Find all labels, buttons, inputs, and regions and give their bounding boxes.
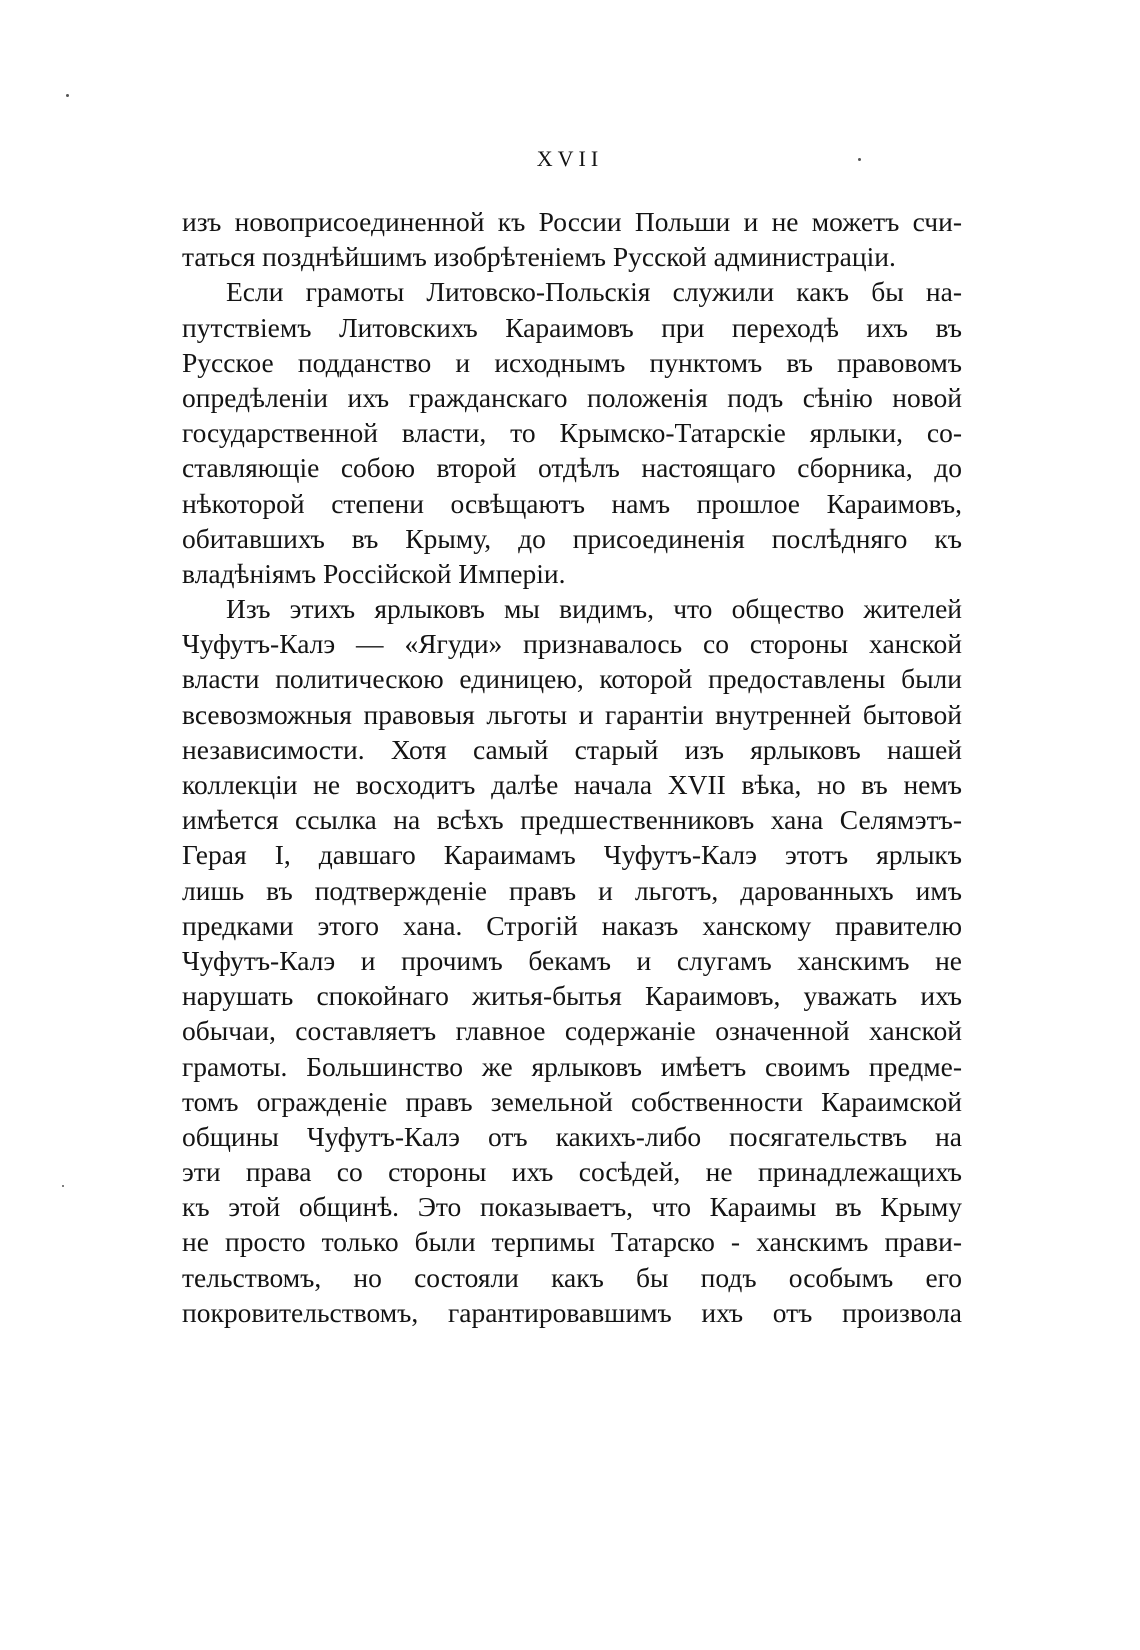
- text-line: къ этой общинѣ. Это показываетъ, что Караимы въ Крыму: [182, 1191, 962, 1223]
- text-line: обычаи, составляетъ главное содержаніе означенной ханской: [182, 1015, 962, 1047]
- text-line: независимости. Хотя самый старый изъ ярлыковъ нашей: [182, 733, 962, 765]
- text-line: владѣніямъ Россійской Имперіи.: [182, 557, 566, 589]
- text-line: нарушать спокойнаго житья-бытья Караимовъ, уважать ихъ: [182, 980, 962, 1012]
- text-line: Изъ этихъ ярлыковъ мы видимъ, что общество жителей: [226, 593, 962, 625]
- text-line: общины Чуфутъ-Калэ отъ какихъ-либо посягательствъ на: [182, 1120, 962, 1152]
- text-line: Если грамоты Литовско-Польскія служили какъ бы на-: [226, 276, 962, 308]
- text-line: имѣется ссылка на всѣхъ предшественниковъ хана Селямэтъ-: [182, 804, 962, 836]
- text-line: всевозможныя правовыя льготы и гарантіи внутренней бытовой: [182, 698, 962, 730]
- page-number: XVII: [536, 146, 604, 171]
- text-line: лишь въ подтвержденіе правъ и льготъ, дарованныхъ имъ: [182, 874, 962, 906]
- text-line: покровительствомъ, гарантировавшимъ ихъ отъ произвола: [182, 1296, 962, 1328]
- text-line: Русское подданство и исходнымъ пунктомъ въ правовомъ: [182, 346, 962, 378]
- text-line: эти права со стороны ихъ сосѣдей, не принадлежащихъ: [182, 1156, 962, 1188]
- print-speck: [66, 94, 69, 97]
- text-line: опредѣленіи ихъ гражданскаго положенія подъ сѣнію новой: [182, 381, 962, 413]
- text-line: грамоты. Большинство же ярлыковъ имѣетъ своимъ предме-: [182, 1050, 962, 1082]
- text-line: государственной власти, то Крымско-Татарскіе ярлыки, со-: [182, 417, 962, 449]
- text-line: предками этого хана. Строгій наказъ ханскому правителю: [182, 909, 962, 941]
- body-text: [182, 204, 962, 1330]
- text-line: обитавшихъ въ Крыму, до присоединенія послѣдняго къ: [182, 522, 962, 554]
- text-line: нѣкоторой степени освѣщаютъ намъ прошлое Караимовъ,: [182, 487, 962, 519]
- text-line: тельствомъ, но состояли какъ бы подъ особымъ его: [182, 1261, 962, 1293]
- text-line: Чуфутъ-Калэ — «Ягуди» признавалось со стороны ханской: [182, 628, 962, 660]
- text-line: путствіемъ Литовскихъ Караимовъ при переходѣ ихъ въ: [182, 311, 962, 343]
- text-line: не просто только были терпимы Татарско - ханскимъ прави-: [182, 1226, 962, 1258]
- text-line: Чуфутъ-Калэ и прочимъ бекамъ и слугамъ ханскимъ не: [182, 944, 962, 976]
- text-line: власти политическою единицею, которой предоставлены были: [182, 663, 962, 695]
- print-speck: [62, 1185, 64, 1187]
- text-line: томъ огражденіе правъ земельной собственности Караимской: [182, 1085, 962, 1117]
- text-line: таться позднѣйшимъ изобрѣтеніемъ Русской администраціи.: [182, 241, 896, 273]
- text-line: ставляющіе собою второй отдѣлъ настоящаго сборника, до: [182, 452, 962, 484]
- text-line: изъ новоприсоединенной къ России Польши и не можетъ счи-: [182, 206, 962, 237]
- text-line: коллекціи не восходитъ далѣе начала XVII вѣка, но въ немъ: [182, 769, 962, 800]
- text-line: Герая I, давшаго Караимамъ Чуфутъ-Калэ этотъ ярлыкъ: [182, 839, 962, 871]
